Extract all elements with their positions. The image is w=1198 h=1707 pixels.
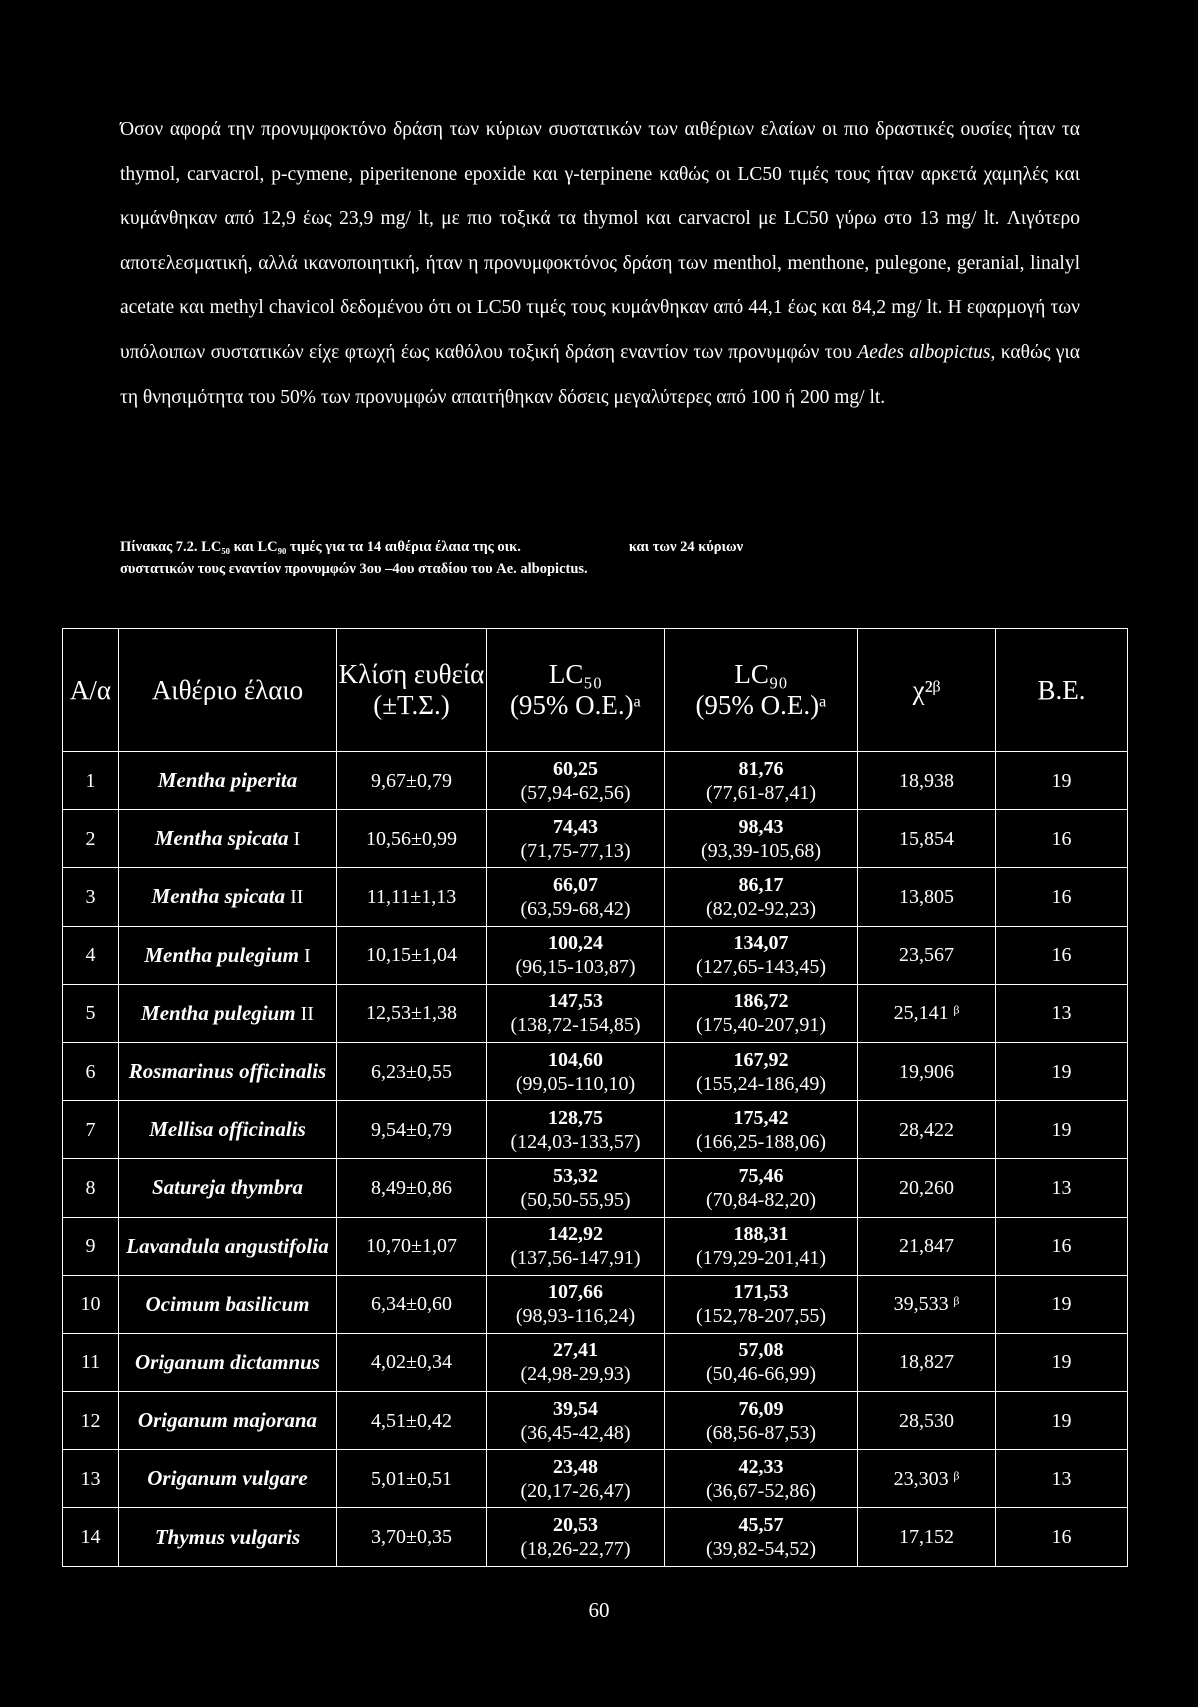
body-paragraph [120,108,1080,420]
cell-df: 19 [996,1101,1128,1159]
lc50-ci: (71,75-77,13) [520,839,631,862]
cell-index: 13 [63,1450,119,1508]
cell-slope: 4,51±0,42 [337,1392,487,1450]
species-name: Mentha pulegium [144,942,299,967]
lc90-value: 81,76 [738,757,784,780]
lc50-ci: (138,72-154,85) [510,1014,641,1037]
lc90-value: 167,92 [733,1048,789,1071]
cell-index: 4 [63,926,119,984]
species-name: Mellisa officinalis [149,1117,306,1142]
cell-chi-square: 18,827 [858,1333,996,1391]
lc50-value: 53,32 [553,1164,598,1187]
cell-lc90 [665,1101,858,1159]
cell-oil [119,926,337,984]
species-name: Origanum vulgare [147,1466,308,1491]
cell-slope: 8,49±0,86 [337,1159,487,1217]
cell-slope: 10,15±1,04 [337,926,487,984]
header-lc50-line1: LC₅₀ [548,659,603,689]
cell-df: 19 [996,752,1128,810]
lc50-ci: (96,15-103,87) [515,956,636,979]
cell-lc50 [487,1333,665,1391]
cell-lc90 [665,1217,858,1275]
lc50-ci: (18,26-22,77) [520,1538,631,1561]
cell-lc90 [665,926,858,984]
cell-df: 19 [996,1333,1128,1391]
cell-lc90 [665,868,858,926]
cell-slope: 6,34±0,60 [337,1275,487,1333]
header-slope-line2: (±Τ.Σ.) [373,690,450,720]
cell-lc90 [665,1450,858,1508]
cell-lc50 [487,1392,665,1450]
cell-df: 16 [996,1217,1128,1275]
cell-slope: 6,23±0,55 [337,1042,487,1100]
cell-lc90 [665,1042,858,1100]
cell-lc50 [487,1159,665,1217]
lc90-value: 134,07 [733,932,789,955]
table-row [63,1042,1128,1100]
cell-chi-square: 23,567 [858,926,996,984]
lc50-value: 147,53 [548,990,603,1013]
table-row [63,926,1128,984]
species-name: Thymus vulgaris [154,1524,301,1549]
lc50-ci: (124,03-133,57) [510,1130,641,1153]
table-row [63,1508,1128,1566]
table-row [63,984,1128,1042]
lc90-ci: (82,02-92,23) [706,897,816,920]
table-row [63,1217,1128,1275]
cell-df: 16 [996,810,1128,868]
lc50-value: 20,53 [553,1514,598,1537]
cell-index: 2 [63,810,119,868]
lc50-value: 66,07 [553,873,598,896]
lc90-ci: (39,82-54,52) [706,1538,816,1561]
cell-slope: 10,70±1,07 [337,1217,487,1275]
cell-lc90 [665,752,858,810]
lc90-ci: (127,65-143,45) [696,956,826,979]
cell-lc90 [665,1333,858,1391]
species-name: Ocimum basilicum [145,1291,310,1316]
lc50-value: 60,25 [553,757,598,780]
cell-index: 14 [63,1508,119,1566]
cell-index: 12 [63,1392,119,1450]
lc90-ci: (179,29-201,41) [696,1247,826,1270]
cell-lc90 [665,1392,858,1450]
cell-oil [119,984,337,1042]
cell-oil [119,810,337,868]
cell-oil [119,752,337,810]
lc90-value: 188,31 [733,1223,789,1246]
lc50-ci: (20,17-26,47) [520,1479,631,1502]
cell-oil [119,1392,337,1450]
cell-lc50 [487,1275,665,1333]
lc50-ci: (57,94-62,56) [520,781,631,804]
cell-index: 11 [63,1333,119,1391]
species-suffix: II [295,1002,314,1025]
header-df: Β.Ε. [996,629,1128,752]
cell-lc50 [487,1508,665,1566]
cell-chi-square: 19,906 [858,1042,996,1100]
lc90-value: 171,53 [733,1281,789,1304]
cell-df: 13 [996,984,1128,1042]
species-name: Mentha spicata [151,884,286,909]
species-name: Satureja thymbra [151,1175,304,1200]
cell-lc50 [487,1042,665,1100]
cell-lc50 [487,752,665,810]
cell-chi-square: 15,854 [858,810,996,868]
cell-chi-square: 39,533 ᵝ [858,1275,996,1333]
caption-part-1: Πίνακας 7.2. LC₅₀ και LC₉₀ τιμές για τα 14 αιθέρια έλαια της οικ. [120,539,521,555]
cell-lc50 [487,810,665,868]
paragraph-text-1: Όσον αφορά την προνυμφοκτόνο δράση των κύριων συστατικών των αιθέριων ελαίων οι πιο δραστικές ουσίες ήταν τα thymol, carvacrol, p-cymene, piperitenone epoxide και γ-terpinene καθώς οι LC50 τιμές τους ήταν αρκετά χαμηλές και κυμάνθηκαν από 12,9 έως 23,9 mg/ lt, με πιο τοξικά τα thymol και carvacrol με LC50 γύρω στο 13 mg/ lt. Λιγότερο αποτελεσματική, αλλά ικανοποιητική, ήταν η προνυμφοκτόνος δράση των menthol, menthone, pulegone, geranial, linalyl acetate και methyl chavicol δεδομένου ότι οι LC50 τιμές τους κυμάνθηκαν από 44,1 έως και 84,2 mg/ lt. Η εφαρμογή των υπόλοιπων συστατικών είχε φτωχή έως καθόλου τοξική δράση εναντίον των προνυμφών του [120,119,1080,363]
cell-lc50 [487,1450,665,1508]
lc90-value: 76,09 [738,1397,784,1420]
header-index: Α/α [63,629,119,752]
cell-oil [119,1101,337,1159]
cell-lc50 [487,868,665,926]
cell-slope: 9,67±0,79 [337,752,487,810]
lc50-ci: (24,98-29,93) [520,1363,631,1386]
lc90-ci: (152,78-207,55) [696,1305,826,1328]
table-row [63,1275,1128,1333]
lc90-ci: (36,67-52,86) [706,1479,816,1502]
table-row [63,752,1128,810]
caption-line-2: συστατικών τους εναντίον προνυμφών 3ου –4ου σταδίου του Ae. albopictus. [120,561,588,577]
cell-index: 6 [63,1042,119,1100]
lc90-value: 57,08 [738,1339,784,1362]
cell-chi-square: 28,422 [858,1101,996,1159]
species-name: Origanum dictamnus [135,1349,320,1374]
cell-index: 10 [63,1275,119,1333]
cell-oil [119,1508,337,1566]
lc50-ci: (137,56-147,91) [510,1247,641,1270]
table-row [63,1159,1128,1217]
caption-part-2: και των 24 κύριων [628,539,744,555]
cell-slope: 11,11±1,13 [337,868,487,926]
cell-chi-square: 18,938 [858,752,996,810]
cell-oil [119,1275,337,1333]
lc90-value: 75,46 [738,1164,784,1187]
lc90-ci: (68,56-87,53) [706,1421,816,1444]
species-name: Rosmarinus officinalis [128,1059,327,1084]
lc50-ci: (36,45-42,48) [520,1421,631,1444]
species-name: Mentha piperita [157,768,298,793]
header-lc90-line2: (95% Ο.Ε.)ᵃ [695,690,827,720]
table-row [63,868,1128,926]
table-row [63,1450,1128,1508]
lc50-value: 39,54 [553,1397,598,1420]
cell-df: 19 [996,1275,1128,1333]
table-row [63,1392,1128,1450]
lc50-ci: (98,93-116,24) [515,1305,636,1328]
cell-slope: 5,01±0,51 [337,1450,487,1508]
cell-df: 13 [996,1450,1128,1508]
header-oil: Αιθέριο έλαιο [119,629,337,752]
lc90-value: 42,33 [738,1455,784,1478]
lc90-value: 175,42 [733,1106,789,1129]
cell-oil [119,868,337,926]
species-suffix: II [285,886,304,909]
cell-slope: 9,54±0,79 [337,1101,487,1159]
cell-lc90 [665,810,858,868]
cell-lc90 [665,1275,858,1333]
lc50-ci: (63,59-68,42) [520,897,631,920]
cell-df: 19 [996,1392,1128,1450]
lc90-value: 186,72 [733,990,789,1013]
page-number: 60 [588,1598,610,1622]
cell-chi-square: 20,260 [858,1159,996,1217]
lc90-ci: (175,40-207,91) [696,1014,826,1037]
paragraph-species-italic: Aedes albopictus [857,341,991,363]
cell-df: 13 [996,1159,1128,1217]
cell-oil [119,1217,337,1275]
cell-lc50 [487,1101,665,1159]
cell-index: 7 [63,1101,119,1159]
header-lc90-line1: LC₉₀ [734,659,788,689]
header-lc90 [665,629,858,752]
cell-index: 1 [63,752,119,810]
paragraph-text-2: , καθώς για τη θνησιμότητα του 50% των προνυμφών απαιτήθηκαν δόσεις μεγαλύτερες από 100 ή 200 mg/ lt. [120,341,1080,408]
lc90-ci: (50,46-66,99) [706,1363,816,1386]
lc90-ci: (155,24-186,49) [696,1072,826,1095]
cell-chi-square: 21,847 [858,1217,996,1275]
cell-oil [119,1159,337,1217]
cell-slope: 4,02±0,34 [337,1333,487,1391]
lc50-value: 74,43 [553,815,598,838]
cell-lc90 [665,1508,858,1566]
cell-df: 16 [996,926,1128,984]
table-row [63,810,1128,868]
cell-slope: 3,70±0,35 [337,1508,487,1566]
cell-index: 3 [63,868,119,926]
cell-df: 16 [996,1508,1128,1566]
lc90-ci: (93,39-105,68) [701,839,821,862]
lc90-value: 86,17 [738,873,784,896]
species-name: Mentha spicata [154,826,289,851]
lc50-value: 100,24 [548,932,603,955]
cell-chi-square: 17,152 [858,1508,996,1566]
cell-chi-square: 28,530 [858,1392,996,1450]
table-header-row [63,629,1128,752]
lc90-ci: (70,84-82,20) [706,1188,816,1211]
lc90-ci: (77,61-87,41) [706,781,816,804]
lc50-value: 23,48 [553,1455,598,1478]
lc90-value: 98,43 [738,815,784,838]
cell-index: 9 [63,1217,119,1275]
cell-oil [119,1042,337,1100]
species-name: Lavandula angustifolia [126,1233,329,1258]
species-name: Mentha pulegium [141,1000,296,1025]
cell-slope: 10,56±0,99 [337,810,487,868]
cell-chi-square: 13,805 [858,868,996,926]
lc50-ci: (50,50-55,95) [520,1188,631,1211]
cell-index: 8 [63,1159,119,1217]
cell-df: 19 [996,1042,1128,1100]
species-suffix: I [288,828,301,851]
cell-lc90 [665,1159,858,1217]
cell-lc50 [487,1217,665,1275]
lc90-value: 45,57 [738,1514,784,1537]
lc50-ci: (99,05-110,10) [515,1072,636,1095]
lc90-ci: (166,25-188,06) [696,1130,826,1153]
header-lc50 [487,629,665,752]
cell-oil [119,1450,337,1508]
cell-lc50 [487,926,665,984]
lc-table [62,628,1128,1567]
lc50-value: 107,66 [548,1281,603,1304]
header-chi-square: χ²ᵝ [858,629,996,752]
cell-lc90 [665,984,858,1042]
cell-slope: 12,53±1,38 [337,984,487,1042]
header-slope [337,629,487,752]
cell-oil [119,1333,337,1391]
table-caption [120,536,1080,580]
table-row [63,1101,1128,1159]
header-slope-line1: Κλίση ευθεία [338,659,485,689]
header-lc50-line2: (95% Ο.Ε.)ᵃ [509,690,642,720]
lc50-value: 128,75 [548,1106,603,1129]
table-row [63,1333,1128,1391]
species-name: Origanum majorana [137,1408,318,1433]
lc50-value: 142,92 [548,1223,603,1246]
cell-index: 5 [63,984,119,1042]
lc50-value: 104,60 [548,1048,603,1071]
cell-lc50 [487,984,665,1042]
cell-chi-square: 23,303 ᵝ [858,1450,996,1508]
species-suffix: I [298,944,311,967]
lc50-value: 27,41 [553,1339,598,1362]
cell-df: 16 [996,868,1128,926]
cell-chi-square: 25,141 ᵝ [858,984,996,1042]
